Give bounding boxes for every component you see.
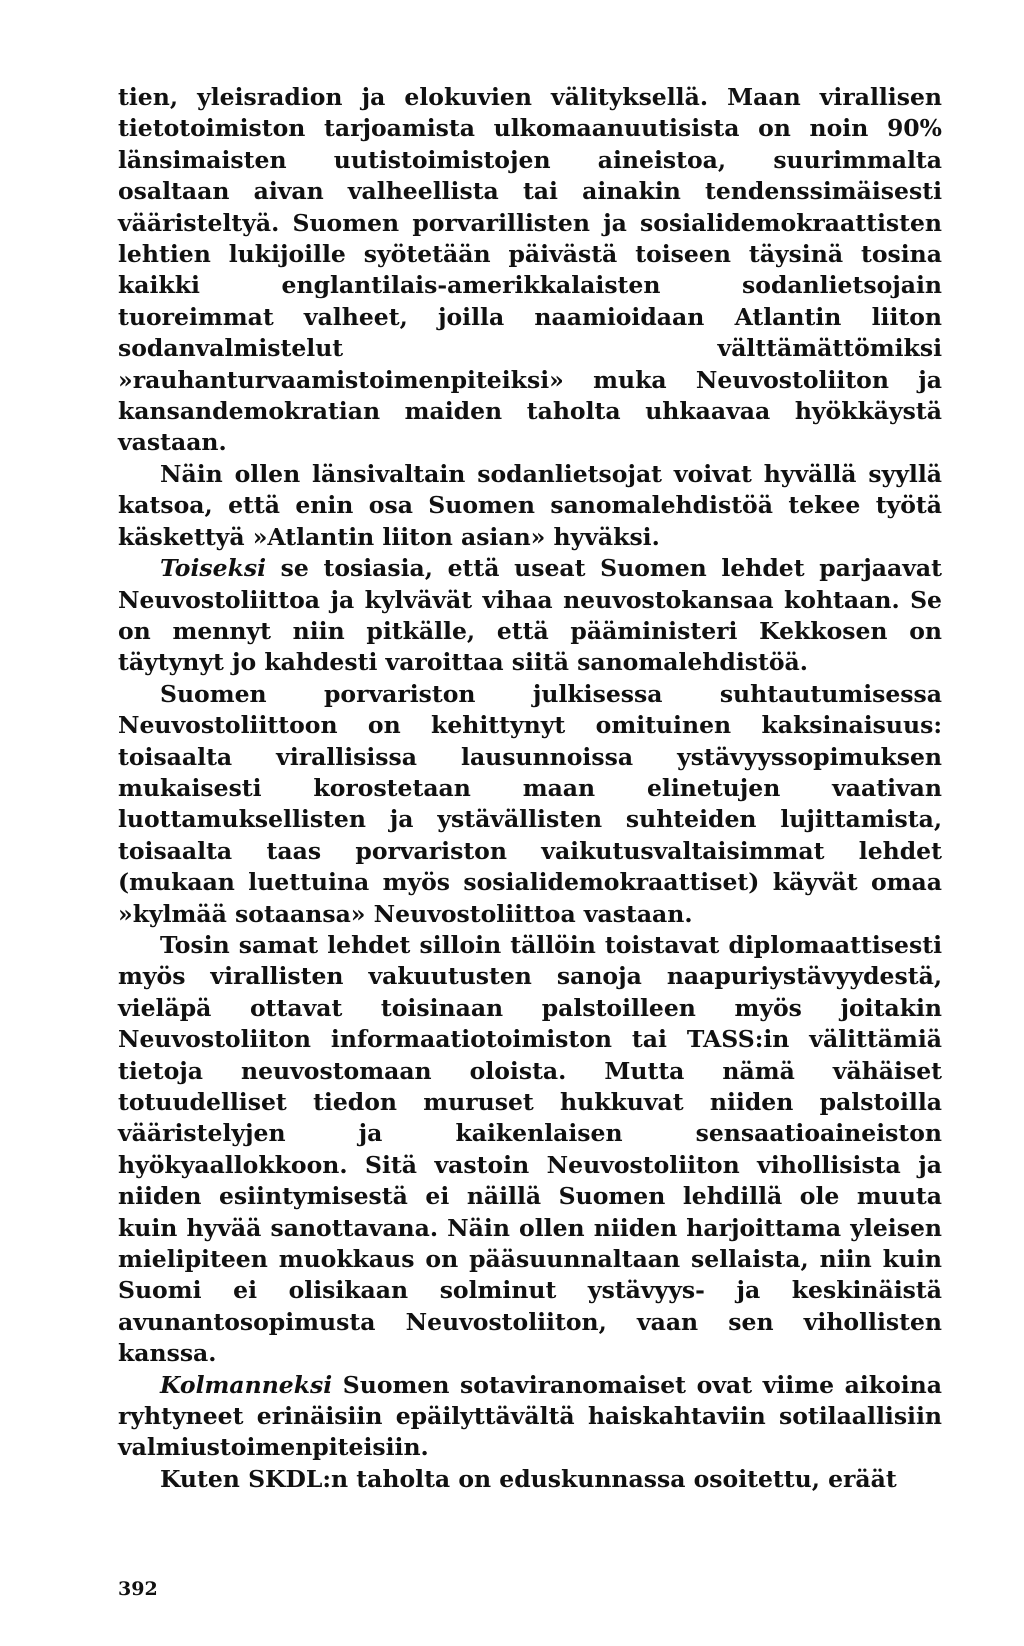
paragraph (118, 1370, 942, 1464)
paragraph-text: tien, yleisradion ja elokuvien välityksellä. Maan virallisen tietotoimiston tarjoamista ulkomaanuutisista on noin 90% länsimaisten uutistoimistojen aineistoa, suurimmalta osaltaan aivan valheellista tai ainakin tendenssimäisesti vääristeltyä. Suomen porvarillisten ja sosialidemokraattisten lehtien lukijoille syötetään päivästä toiseen täysinä tosina kaikki englantilais-amerikkalaisten sodanlietsojain tuoreimmat valheet, joilla naamioidaan Atlantin liiton sodanvalmistelut välttämättömiksi »rauhanturvaamistoimenpiteiksi» muka Neuvostoliiton ja kansandemokratian maiden taholta uhkaavaa hyökkäystä vastaan. (118, 83, 942, 457)
paragraph (118, 679, 942, 930)
paragraph (118, 82, 942, 459)
paragraph (118, 459, 942, 553)
paragraph-text: Näin ollen länsivaltain sodanlietsojat voivat hyvällä syyllä katsoa, että enin osa Suomen sanomalehdistöä tekee työtä käskettyä »Atlantin liiton asian» hyväksi. (118, 459, 942, 551)
paragraph (118, 1464, 942, 1495)
paragraph-text: Kuten SKDL:n taholta on eduskunnassa osoitettu, eräät (160, 1464, 897, 1493)
paragraph (118, 930, 942, 1370)
page-body (118, 82, 942, 1495)
paragraph-text: Suomen porvariston julkisessa suhtautumisessa Neuvostoliittoon on kehittynyt omituinen kaksinaisuus: toisaalta virallisissa lausunnoissa ystävyyssopimuksen mukaisesti korostetaan maan elinetujen vaativan luottamuksellisten ja ystävällisten suhteiden lujittamista, toisaalta taas porvariston vaikutusvaltaisimmat lehdet (mukaan luettuina myös sosialidemokraattiset) käyvät omaa »kylmää sotaansa» Neuvostoliittoa vastaan. (118, 679, 942, 928)
emphasized-text: Toiseksi (160, 554, 267, 583)
emphasized-text: Kolmanneksi (160, 1370, 333, 1399)
paragraph-text: Tosin samat lehdet silloin tällöin toistavat diplomaattisesti myös virallisten vakuutusten sanoja naapuriystävyydestä, vieläpä ottavat toisinaan palstoilleen myös joitakin Neuvostoliiton informaatiotoimiston tai TASS:in välittämiä tietoja neuvostomaan oloista. Mutta nämä vähäiset totuudelliset tiedon muruset hukkuvat niiden palstoilla vääristelyjen ja kaikenlaisen sensaatioaineiston hyökyaallokkoon. Sitä vastoin Neuvostoliiton vihollisista ja niiden esiintymisestä ei näillä Suomen lehdillä ole muuta kuin hyvää sanottavana. Näin ollen niiden harjoittama yleisen mielipiteen muokkaus on pääsuunnaltaan sellaista, niin kuin Suomi ei olisikaan solminut ystävyys- ja keskinäistä avunantosopimusta Neuvostoliiton, vaan sen vihollisten kanssa. (118, 930, 942, 1368)
paragraph-text: Suomen sotaviranomaiset ovat viime aikoina ryhtyneet erinäisiin epäilyttävältä haiskahtaviin sotilaallisiin valmiustoimenpiteisiin. (118, 1370, 942, 1462)
page-number: 392 (118, 1578, 158, 1600)
paragraph-text: se tosiasia, että useat Suomen lehdet parjaavat Neuvostoliittoa ja kylvävät vihaa neuvostokansaa kohtaan. Se on mennyt niin pitkälle, että pääministeri Kekkosen on täytynyt jo kahdesti varoittaa siitä sanomalehdistöä. (118, 554, 942, 677)
paragraph (118, 553, 942, 679)
